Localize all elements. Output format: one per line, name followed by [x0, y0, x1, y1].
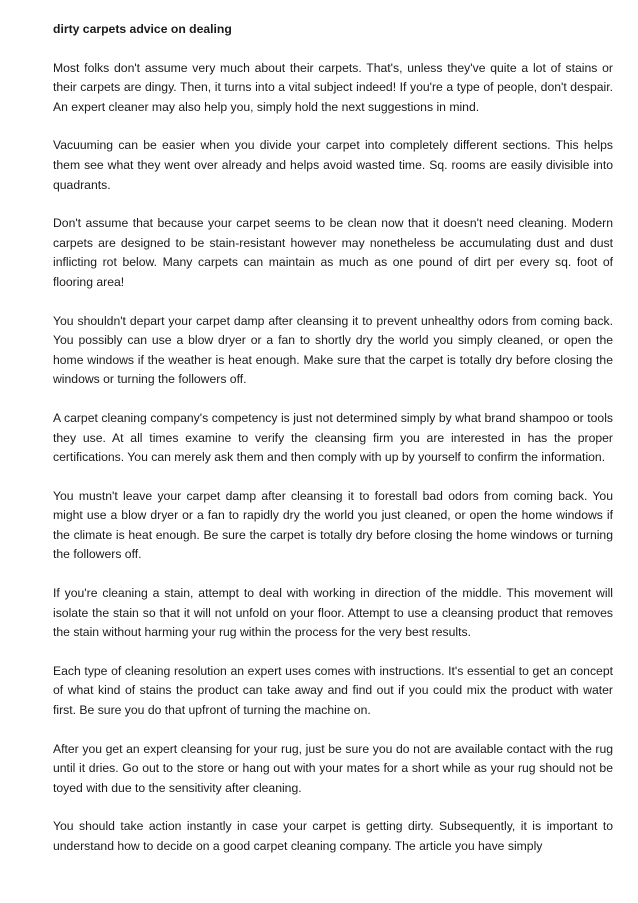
paragraph-6: You mustn't leave your carpet damp after cleansing it to forestall bad odors from coming back. You might use a blow dryer or a fan to rapidly dry the world you just cleaned, or open the home windows if the climate is heat enough. Be sure the carpet is totally dry before closing the home windows or turning the followers off.: [53, 488, 613, 562]
paragraph-4: You shouldn't depart your carpet damp after cleansing it to prevent unhealthy odors from coming back. You possibly can use a blow dryer or a fan to shortly dry the world you simply cleaned, or open the home windows if the weather is heat enough. Make sure that the carpet is totally dry before closing the windows or turning the followers off.: [53, 313, 613, 387]
paragraph-7: If you're cleaning a stain, attempt to deal with working in direction of the middle. This movement will isolate the stain so that it will not unfold on your floor. Attempt to use a cleansing product that removes the stain without harming your rug within the process for the very best results.: [53, 586, 613, 640]
paragraph-2: Vacuuming can be easier when you divide your carpet into completely different sections. This helps them see what they went over already and helps avoid wasted time. Sq. rooms are easily divisible into quadrants.: [53, 138, 613, 192]
paragraph-9: After you get an expert cleansing for your rug, just be sure you do not are available contact with the rug until it dries. Go out to the store or hang out with your mates for a short while as your rug should not be toyed with due to the sensitivity after cleaning.: [53, 741, 613, 795]
paragraph-5: A carpet cleaning company's competency is just not determined simply by what brand shampoo or tools they use. At all times examine to verify the cleansing firm you are interested in has the proper certifications. You can merely ask them and then comply with up by yourself to confirm the information.: [53, 410, 613, 465]
document-page: [53, 20, 613, 876]
paragraph-8: Each type of cleaning resolution an expert uses comes with instructions. It's essential to get an concept of what kind of stains the product can take away and find out if you could mix the product with water first. Be sure you do that upfront of turning the machine on.: [53, 663, 613, 718]
document-title: dirty carpets advice on dealing: [53, 22, 232, 36]
paragraph-1: Most folks don't assume very much about their carpets. That's, unless they've quite a lot of stains or their carpets are dingy. Then, it turns into a vital subject indeed! If you're a type of people, don't despair. An expert cleaner may also help you, simply hold the next suggestions in mind.: [53, 60, 613, 114]
paragraph-3: Don't assume that because your carpet seems to be clean now that it doesn't need cleaning. Modern carpets are designed to be stain-resistant however may nonetheless be accumulating dust and dust inflicting rot below. Many carpets can maintain as much as one pound of dirt per every sq. foot of flooring area!: [53, 216, 613, 289]
paragraph-10: You should take action instantly in case your carpet is getting dirty. Subsequently, it is important to understand how to decide on a good carpet cleaning company. The article you have simply: [53, 819, 613, 853]
